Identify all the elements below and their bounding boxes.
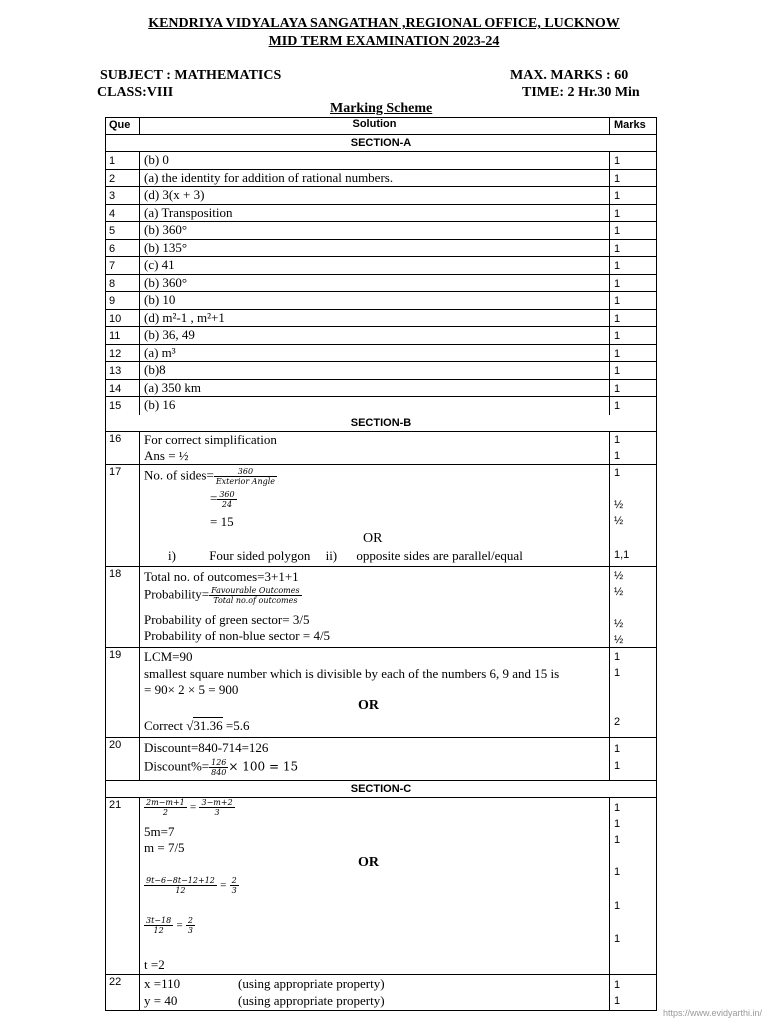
fraction [144,798,187,817]
mark: 1 [614,932,621,945]
denominator: 12 [153,925,164,935]
mark: 1 [614,207,621,220]
sqrt-radicand: 31.36 [193,717,223,733]
numerator: 2 [187,915,193,925]
q-number: 2 [106,170,140,187]
answer-cell: (a) the identity for addition of rational numbers. [140,170,610,187]
answer-cell: (b)8 [140,362,610,379]
mark: 1 [614,172,621,185]
mark: ½ [614,498,624,511]
discount-label: Discount%= [144,757,210,773]
answer-cell: (d) 3(x + 3) [140,187,610,204]
denominator: 12 [175,885,186,895]
mark: 1 [614,277,621,290]
sqrt-result: =5.6 [222,717,250,733]
solution-cell [140,798,610,974]
mark: 1 [614,899,621,912]
denominator: 3 [231,885,237,895]
q-number: 19 [106,648,140,737]
or-label: OR [358,697,379,713]
table-row [106,380,656,398]
numerator: 9t−6−8t−12+12 [146,875,215,885]
solution-line [144,467,277,486]
marks-cell [610,798,656,974]
mark: 1 [614,994,621,1007]
q-number: 11 [106,327,140,344]
q-number: 22 [106,975,140,1010]
solution-line [144,876,239,895]
y-value: y = 40 [144,992,178,1008]
table-row [106,240,656,258]
x-value: x =110 [144,975,181,991]
col-marks-header: Marks [614,119,646,131]
solution-line: = 90× 2 × 5 = 900 [144,681,239,697]
item-text: Four sided polygon [209,547,311,563]
q-number: 17 [106,465,140,566]
solution-cell [140,975,610,1010]
fraction [209,758,228,777]
table-row [106,327,656,345]
q-number: 16 [106,432,140,464]
or-label: OR [358,854,379,870]
mark: 1 [614,865,621,878]
solution-line: Ans = ½ [144,447,189,463]
marks-cell [610,465,656,566]
table-row [106,310,656,328]
table-row-q16 [106,432,656,465]
section-c-label: SECTION-C [350,782,412,795]
numerator: 2m−m+1 [146,797,185,807]
mark: 1 [614,466,621,479]
table-header-row [106,118,656,135]
solution-cell [140,567,610,647]
mark: ½ [614,633,624,646]
solution-cell [140,432,610,464]
answer-cell: (a) m³ [140,345,610,362]
mark: 1 [614,759,621,772]
marks-cell [610,648,656,737]
q-number: 9 [106,292,140,309]
denominator: 24 [221,499,233,509]
fraction [209,586,301,605]
mark: 1 [614,666,621,679]
solution-line: For correct simplification [144,431,277,447]
solution-line: LCM=90 [144,648,193,664]
denominator: Exterior Angle [215,476,276,486]
subject-label: SUBJECT : MATHEMATICS [100,68,282,83]
fraction [230,876,239,895]
table-row [106,275,656,293]
mark: 1 [614,801,621,814]
numerator: 3t−18 [146,915,172,925]
section-b-row [106,415,656,432]
numerator: 360 [219,489,235,499]
probability-label: Probability= [144,585,210,601]
mark: 1 [614,742,621,755]
q-number: 15 [106,397,140,415]
q-number: 5 [106,222,140,239]
reason: (using appropriate property) [238,992,385,1008]
time-label: TIME: 2 Hr.30 Min [522,85,640,100]
table-row-q19 [106,648,656,738]
exam-title: MID TERM EXAMINATION 2023-24 [268,34,500,49]
fraction [186,916,195,935]
mark: 1 [614,225,621,237]
answer-cell: (d) m²-1 , m²+1 [140,310,610,327]
col-que-header: Que [106,118,140,134]
table-row-q17 [106,465,656,567]
solution-line [168,548,523,563]
table-row [106,345,656,363]
equals: = [190,800,197,813]
table-row [106,205,656,223]
answer-cell: (b) 135° [140,240,610,257]
answer-cell: (b) 16 [140,397,610,415]
col-solution-header: Solution [140,118,610,134]
mark: 1 [614,433,621,446]
q-number: 12 [106,345,140,362]
discount-result: × 100 = 15 [228,758,299,773]
numerator: 360 [214,467,277,477]
q-number: 4 [106,205,140,222]
mark: ½ [614,617,624,630]
fraction [144,876,217,895]
table-row [106,170,656,188]
class-label: CLASS:VIII [97,85,174,100]
q-number: 20 [106,738,140,780]
section-b-label: SECTION-B [350,416,412,429]
mark: 1 [614,155,621,167]
sides-label: No. of sides= [144,466,214,482]
numerator: 3−m+2 [201,797,233,807]
q-number: 14 [106,380,140,397]
solution-line [144,758,298,777]
q-number: 6 [106,240,140,257]
denominator: 3 [187,925,193,935]
fraction [214,467,277,486]
q-number: 10 [106,310,140,327]
marking-scheme-title: Marking Scheme [330,101,433,116]
solution-cell [140,738,610,780]
reason: (using appropriate property) [238,975,385,991]
numerator: 126 [211,757,227,767]
marks-cell [610,567,656,647]
watermark-url: https://www.evidyarthi.in/ [662,1008,762,1018]
equals: = [220,878,227,891]
mark: 1 [614,400,621,412]
denominator: 3 [214,807,220,817]
mark: 1 [614,817,621,830]
solution-line: Probability of green sector= 3/5 [144,611,310,627]
marking-table [105,117,657,1011]
mark: 1 [614,650,621,663]
q-number: 21 [106,798,140,974]
answer-cell: (b) 10 [140,292,610,309]
solution-cell [140,465,610,566]
solution-line: = 15 [210,513,234,529]
answer-cell: (b) 36, 49 [140,327,610,344]
solution-line [144,586,302,605]
marks-cell [610,738,656,780]
answer-cell: (b) 360° [140,222,610,239]
solution-line [144,718,249,733]
solution-line [144,976,385,991]
table-row-q20 [106,738,656,781]
mark: 1 [614,833,621,846]
mark: 1 [614,382,621,395]
answer-cell: (a) 350 km [140,380,610,397]
mark: 1 [614,330,621,342]
equals: = [210,489,218,505]
table-row [106,292,656,310]
org-title: KENDRIYA VIDYALAYA SANGATHAN ,REGIONAL OFFICE, LUCKNOW [148,16,620,31]
mark: 1,1 [614,548,630,561]
mark: 1 [614,365,621,377]
fraction [144,916,173,935]
mark: 1 [614,312,621,325]
table-row [106,397,656,415]
solution-line: Total no. of outcomes=3+1+1 [144,568,299,584]
or-label: OR [363,530,383,546]
mark: 1 [614,295,621,307]
table-row-q18 [106,567,656,648]
mark: 1 [614,190,621,202]
q-number: 7 [106,257,140,274]
fraction [217,490,236,509]
answer-cell: (c) 41 [140,257,610,274]
mark: 1 [614,260,621,272]
solution-line [144,916,195,935]
mark: 1 [614,242,621,255]
numerator: 2 [231,875,237,885]
solution-line: smallest square number which is divisible by each of the numbers 6, 9 and 15 is [144,665,560,681]
q-number: 13 [106,362,140,379]
table-row-q22 [106,975,656,1010]
table-row [106,362,656,380]
section-a-rows [106,152,656,415]
item-marker: ii) [325,547,338,563]
denominator: Total no.of outcomes [213,595,298,605]
fraction [199,798,234,817]
equals: = [176,918,183,931]
mark: 2 [614,715,621,728]
item-marker: i) [168,547,176,563]
item-text: opposite sides are parallel/equal [356,547,523,563]
q-number: 8 [106,275,140,292]
answer-cell: (b) 360° [140,275,610,292]
solution-line [144,993,385,1008]
q-number: 1 [106,152,140,169]
section-c-row [106,781,656,798]
solution-line: t =2 [144,956,165,972]
max-marks-label: MAX. MARKS : 60 [510,68,629,83]
q-number: 18 [106,567,140,647]
section-a-label: SECTION-A [350,137,412,149]
numerator: Favourable Outcomes [211,585,300,595]
solution-line: m = 7/5 [144,839,185,855]
solution-line [144,798,235,817]
table-row [106,152,656,170]
mark: 1 [614,978,621,991]
answer-cell: (b) 0 [140,152,610,169]
marks-cell [610,975,656,1010]
q-number: 3 [106,187,140,204]
solution-line: Probability of non-blue sector = 4/5 [144,627,331,643]
mark: ½ [614,585,624,598]
solution-cell [140,648,610,737]
denominator: 2 [162,807,168,817]
mark: ½ [614,514,624,527]
mark: 1 [614,449,621,462]
solution-line: 5m=7 [144,823,175,839]
section-a-row [106,135,656,152]
table-row-q21 [106,798,656,975]
table-row [106,187,656,205]
solution-line: Discount=840-714=126 [144,739,269,755]
solution-line [210,490,237,509]
mark: ½ [614,569,624,582]
denominator: 840 [211,767,227,777]
table-row [106,257,656,275]
sqrt-prefix: Correct √ [144,717,194,733]
table-row [106,222,656,240]
answer-cell: (a) Transposition [140,205,610,222]
marks-cell [610,432,656,464]
mark: 1 [614,347,621,360]
